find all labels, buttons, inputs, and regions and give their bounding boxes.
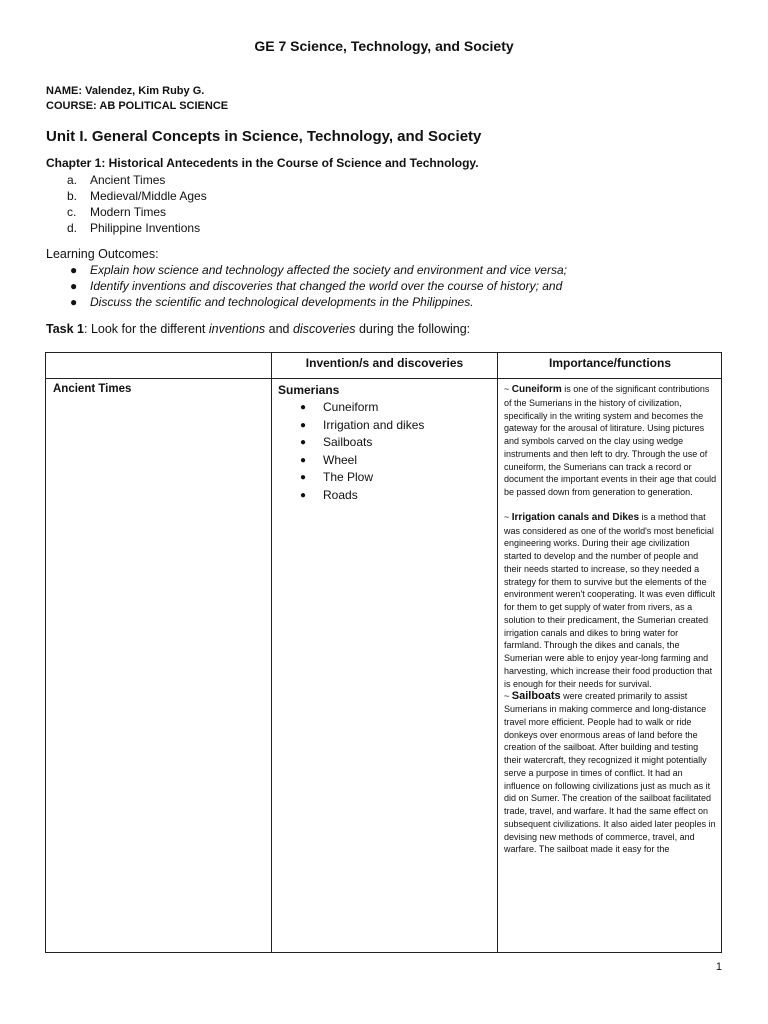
learning-outcomes-label: Learning Outcomes: [46,247,159,261]
header-divider [46,378,721,379]
bullet-icon: ● [300,454,307,466]
column-divider [497,353,498,952]
list-item: ● Discuss the scientific and technological developments in the Philippines. [46,294,567,310]
list-item: ● Sailboats [278,434,424,452]
chapter-heading: Chapter 1: Historical Antecedents in the Course of Science and Technology. [46,156,479,170]
page-number: 1 [715,961,722,973]
list-item: a. Ancient Times [67,173,166,187]
bullet-icon: ● [70,263,78,277]
list-item: c. Modern Times [67,205,167,219]
list-item: ● Explain how science and technology affected the society and environment and vice versa; [46,262,567,278]
importance-paragraph: ~ Cuneiform is one of the significant contributions of the Sumerians in the history of civilization, specifically in the writing system and becomes the gateway for the arousal of litirature. Using pictures and symbols carved on the clay using wedge instruments and then left to dry. Through the use of cuneiform, the Sumerians can track a record or document the important events in their age that could be passed down from generation to generation. [504,384,717,497]
document-title: GE 7 Science, Technology, and Society [254,38,514,54]
student-name: NAME: Valendez, Kim Ruby G. [46,85,205,97]
student-course: COURSE: AB POLITICAL SCIENCE [46,100,229,112]
bullet-icon: ● [300,437,307,449]
bullet-icon: ● [300,472,307,484]
table-header-importance: Importance/functions [548,356,671,370]
bullet-icon: ● [300,402,307,413]
list-item: ● Cuneiform [278,399,424,417]
importance-paragraph: ~ Irrigation canals and Dikes is a method that was considered as one of the world's most beneficial engineering works. During their age civilization started to develop and the number of people and their needs started to increase, so they needed a strategy for them to survive but the elements of the environment weren't cooperating. It was even difficult for them to get supply of water from rivers, as a solution to their predicament, the Sumerian created irrigation canals and dikes to bring water for farmland. Through the dikes and canals, the Sumerian were able to enjoy year-long farming and harvesting, which increase their food production that is enough for their needs for survival. [504,511,716,689]
list-item: ● Roads [278,487,424,505]
civilization-label: Sumerians [278,383,340,397]
unit-heading: Unit I. General Concepts in Science, Technology, and Society [46,128,482,145]
learning-outcomes-list [46,262,567,310]
bullet-icon: ● [300,419,307,431]
list-item: ● Wheel [278,452,424,470]
list-item: d. Philippine Inventions [67,221,201,235]
list-item: ● The Plow [278,469,424,487]
column-divider [271,353,272,952]
inventions-table [45,352,722,953]
list-item: b. Medieval/Middle Ages [67,189,207,203]
bullet-icon: ● [70,295,78,309]
inventions-list [278,399,424,505]
bullet-icon: ● [70,279,78,293]
bullet-icon: ● [300,489,307,501]
chapter-topics-list [46,172,207,236]
era-label: Ancient Times [53,383,132,395]
list-item: ● Irrigation and dikes [278,417,424,435]
table-header-inventions: Invention/s and discoveries [305,356,464,370]
importance-text [504,383,718,856]
list-item: ● Identify inventions and discoveries that changed the world over the course of history; and [46,278,567,294]
task-instruction: Task 1: Look for the different inventions and discoveries during the following: [46,322,471,336]
importance-paragraph: ~ Sailboats were created primarily to assist Sumerians in making commerce and long-distance travel more efficient. People had to walk or ride donkeys over enormous areas of land before the creation of the sailboat. After building and testing their watercraft, they recognized it might potentially serve a purpose in times of conflict. It had an influence on following civilizations just as much as it did on Sumer. The creation of the sailboat facilitated trade, travel, and warfare. It had the same effect on subsequent civilizations. It also aided later peoples in devising new methods of commerce, travel, and warfare. The sailboat made it easy for the [504,690,716,855]
